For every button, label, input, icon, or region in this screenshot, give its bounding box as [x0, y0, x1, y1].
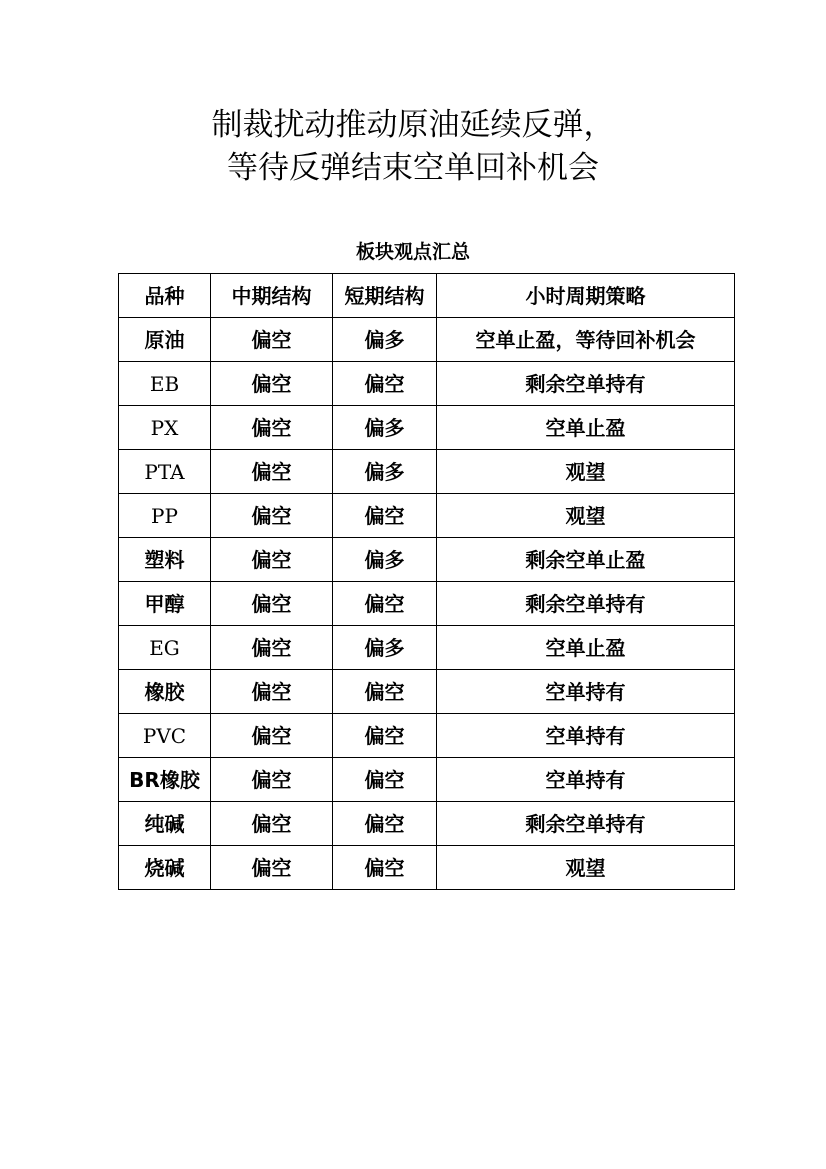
cell-short-term: 偏空 — [333, 362, 437, 406]
cell-mid-term: 偏空 — [211, 406, 333, 450]
cell-mid-term: 偏空 — [211, 494, 333, 538]
header-short-term: 短期结构 — [333, 274, 437, 318]
cell-variety: BR橡胶 — [119, 758, 211, 802]
cell-variety: 烧碱 — [119, 846, 211, 890]
table-row — [119, 670, 735, 714]
cell-mid-term: 偏空 — [211, 758, 333, 802]
cell-strategy: 剩余空单持有 — [437, 802, 735, 846]
cell-short-term: 偏多 — [333, 318, 437, 362]
title-line-1: 制裁扰动推动原油延续反弹， — [211, 107, 615, 143]
table-row — [119, 406, 735, 450]
cell-short-term: 偏多 — [333, 406, 437, 450]
cell-variety: EG — [119, 626, 211, 670]
table-row — [119, 846, 735, 890]
cell-mid-term: 偏空 — [211, 318, 333, 362]
table-row — [119, 362, 735, 406]
cell-mid-term: 偏空 — [211, 450, 333, 494]
cell-mid-term: 偏空 — [211, 802, 333, 846]
table-row — [119, 758, 735, 802]
cell-variety: 甲醇 — [119, 582, 211, 626]
summary-table — [118, 273, 735, 890]
cell-strategy: 空单止盈，等待回补机会 — [437, 318, 735, 362]
cell-strategy: 观望 — [437, 846, 735, 890]
cell-mid-term: 偏空 — [211, 362, 333, 406]
header-variety: 品种 — [119, 274, 211, 318]
header-hourly-strategy: 小时周期策略 — [437, 274, 735, 318]
cell-short-term: 偏空 — [333, 670, 437, 714]
cell-variety: 塑料 — [119, 538, 211, 582]
cell-mid-term: 偏空 — [211, 582, 333, 626]
table-header-row — [119, 274, 735, 318]
cell-strategy: 空单持有 — [437, 758, 735, 802]
table-row — [119, 538, 735, 582]
cell-variety: PX — [119, 406, 211, 450]
table-row — [119, 582, 735, 626]
cell-mid-term: 偏空 — [211, 626, 333, 670]
header-mid-term: 中期结构 — [211, 274, 333, 318]
cell-mid-term: 偏空 — [211, 846, 333, 890]
cell-short-term: 偏空 — [333, 758, 437, 802]
cell-variety: 纯碱 — [119, 802, 211, 846]
table-row — [119, 494, 735, 538]
cell-short-term: 偏多 — [333, 626, 437, 670]
table-body — [119, 318, 735, 890]
cell-variety: 原油 — [119, 318, 211, 362]
cell-strategy: 空单持有 — [437, 670, 735, 714]
cell-strategy: 观望 — [437, 450, 735, 494]
cell-strategy: 空单持有 — [437, 714, 735, 758]
cell-strategy: 剩余空单持有 — [437, 582, 735, 626]
cell-short-term: 偏空 — [333, 494, 437, 538]
cell-strategy: 空单止盈 — [437, 626, 735, 670]
cell-short-term: 偏空 — [333, 714, 437, 758]
cell-variety: PTA — [119, 450, 211, 494]
cell-mid-term: 偏空 — [211, 714, 333, 758]
table-caption: 板块观点汇总 — [355, 241, 470, 263]
cell-short-term: 偏多 — [333, 538, 437, 582]
cell-mid-term: 偏空 — [211, 538, 333, 582]
table-row — [119, 450, 735, 494]
table-row — [119, 318, 735, 362]
cell-variety: 橡胶 — [119, 670, 211, 714]
cell-strategy: 剩余空单止盈 — [437, 538, 735, 582]
cell-strategy: 剩余空单持有 — [437, 362, 735, 406]
table-row — [119, 626, 735, 670]
cell-strategy: 空单止盈 — [437, 406, 735, 450]
cell-short-term: 偏多 — [333, 450, 437, 494]
cell-variety: EB — [119, 362, 211, 406]
cell-variety: PP — [119, 494, 211, 538]
cell-variety: PVC — [119, 714, 211, 758]
table-row — [119, 802, 735, 846]
cell-short-term: 偏空 — [333, 802, 437, 846]
cell-strategy: 观望 — [437, 494, 735, 538]
table-row — [119, 714, 735, 758]
cell-mid-term: 偏空 — [211, 670, 333, 714]
cell-short-term: 偏空 — [333, 846, 437, 890]
cell-short-term: 偏空 — [333, 582, 437, 626]
title-line-2: 等待反弹结束空单回补机会 — [227, 150, 599, 186]
